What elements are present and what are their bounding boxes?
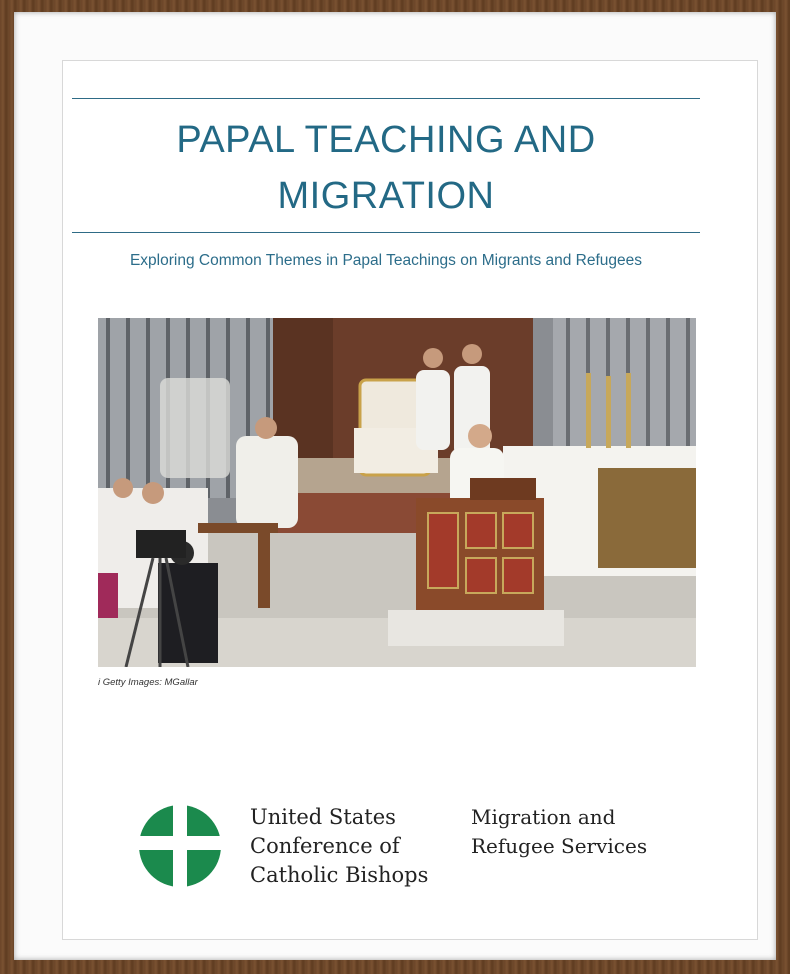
usccb-name: [250, 803, 428, 890]
photo-credit: i Getty Images: MGallar: [98, 677, 198, 688]
dept-line-1: Migration and: [471, 805, 616, 829]
org-line-3: Catholic Bishops: [250, 863, 429, 887]
cross-circle-icon: [138, 804, 222, 888]
cover-photo: [98, 318, 696, 667]
title-line-2: MIGRATION: [277, 175, 495, 217]
title-line-1: PAPAL TEACHING AND: [176, 119, 596, 161]
department-name: [471, 803, 647, 861]
top-rule: [72, 98, 700, 99]
org-line-1: United States: [250, 805, 396, 829]
dept-line-2: Refugee Services: [471, 834, 648, 858]
subtitle: Exploring Common Themes in Papal Teachings on Migrants and Refugees: [129, 252, 643, 269]
org-line-2: Conference of: [250, 834, 400, 858]
mass-scene-image: [98, 318, 696, 667]
bottom-rule: [72, 232, 700, 233]
page-title: [72, 112, 700, 224]
